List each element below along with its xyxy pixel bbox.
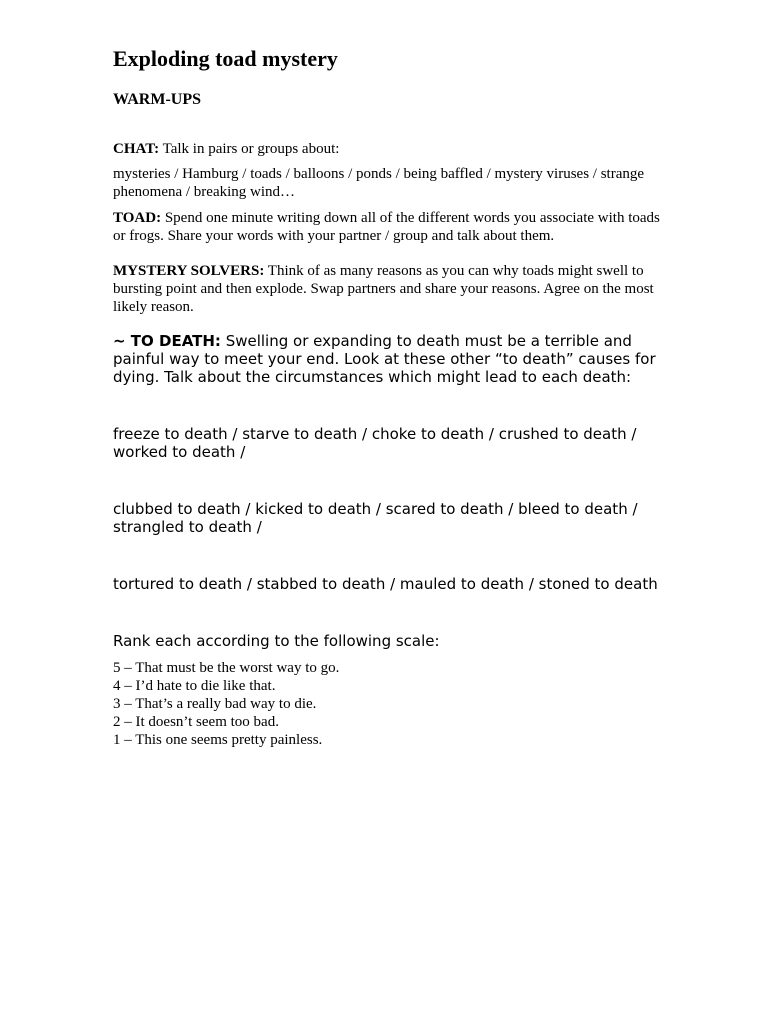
document-page [113, 44, 673, 749]
section-heading-warm-ups: WARM-UPS [113, 91, 201, 108]
scale-item-2: 2 – It doesn’t seem too bad. [113, 714, 279, 730]
chat-paragraph [113, 140, 673, 158]
topics-list: mysteries / Hamburg / toads / balloons / ponds / being baffled / mystery viruses / strange phenomena / breaking wind… [113, 166, 645, 200]
toad-paragraph [113, 209, 673, 245]
death-list-3: tortured to death / stabbed to death / mauled to death / stoned to death [113, 575, 658, 593]
to-death-text: Swelling or expanding to death must be a terrible and painful way to meet your end. Look at these other “to death” causes for dying. Talk about the circumstances which might lead to each death: [113, 332, 656, 386]
rank-scale-list [113, 659, 673, 749]
scale-item-1: 1 – This one seems pretty painless. [113, 732, 323, 748]
scale-item-3: 3 – That’s a really bad way to die. [113, 696, 317, 712]
death-list-1: freeze to death / starve to death / choke to death / crushed to death / worked to death / [113, 425, 637, 461]
mystery-solvers-label: MYSTERY SOLVERS: [113, 263, 265, 279]
death-list-2: clubbed to death / kicked to death / scared to death / bleed to death / strangled to death / [113, 500, 638, 536]
to-death-label: ~ TO DEATH: [113, 332, 221, 350]
toad-text: Spend one minute writing down all of the different words you associate with toads or frogs. Share your words with your partner / group and talk about them. [113, 210, 660, 244]
chat-text: Talk in pairs or groups about: [159, 141, 340, 157]
to-death-paragraph [113, 332, 673, 386]
scale-item-5: 5 – That must be the worst way to go. [113, 660, 340, 676]
chat-label: CHAT: [113, 141, 160, 157]
rank-instruction: Rank each according to the following scale: [113, 632, 440, 650]
mystery-solvers-text: Think of as many reasons as you can why toads might swell to bursting point and then explode. Swap partners and share your reasons. Agree on the most likely reason. [113, 263, 654, 315]
mystery-solvers-paragraph [113, 262, 673, 316]
page-title: Exploding toad mystery [113, 46, 338, 71]
scale-item-4: 4 – I’d hate to die like that. [113, 678, 276, 694]
toad-label: TOAD: [113, 210, 162, 226]
